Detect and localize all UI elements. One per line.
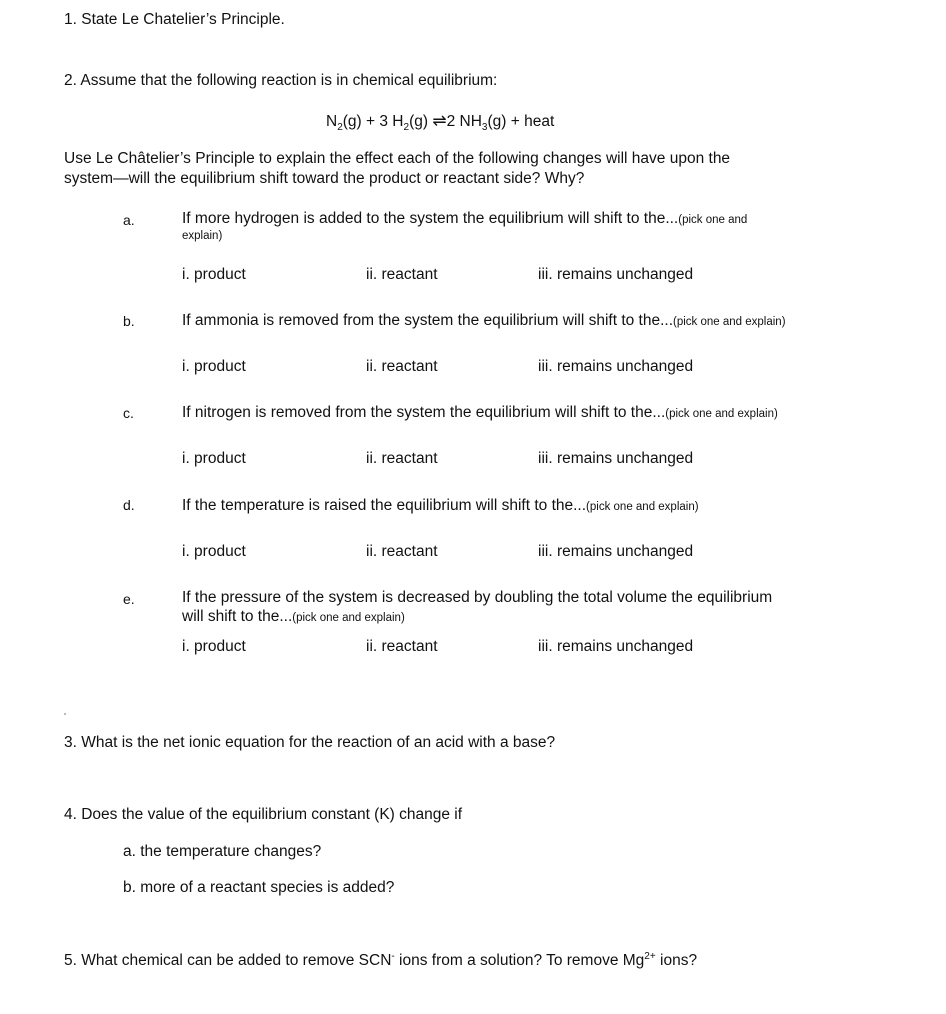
part-e-text: If the pressure of the system is decreased by doubling the total volume the equilibrium [182,589,773,606]
part-c-option-reactant: ii. reactant [366,450,438,467]
part-e-text-cont [182,608,405,626]
eq-nh: 2 NH [446,113,482,130]
scan-speck [64,713,66,715]
part-e-letter: e. [123,591,135,607]
part-b-option-product: i. product [182,358,246,375]
eq-h-state: (g) [409,113,429,130]
part-a-option-reactant: ii. reactant [366,266,438,283]
question-1: 1. State Le Chatelier’s Principle. [64,11,285,28]
question-5-part1: 5. What chemical can be added to remove SCN [64,952,392,970]
eq-nh-sub: 3 [481,122,488,134]
instruction-line-1: Use Le Châtelier’s Principle to explain the effect each of the following changes will have upon the [64,150,731,167]
part-b-note: (pick one and explain) [673,316,786,328]
reaction-equation [326,111,554,133]
part-e-option-reactant: ii. reactant [366,638,438,655]
question-5-part3: ions? [655,952,698,970]
eq-tail: (g) + heat [487,113,555,130]
part-d-option-product: i. product [182,543,246,560]
part-a-text [182,210,747,228]
eq-n-sub: 2 [337,122,343,134]
part-c-option-unchanged: iii. remains unchanged [538,450,694,467]
part-b-question: If ammonia is removed from the system the equilibrium will shift to the... [182,312,674,329]
part-d-text [182,497,699,515]
equilibrium-arrow-icon: ⇌ [432,111,447,130]
part-a-note-cont: explain) [182,230,223,242]
question-5-part2: ions from a solution? To remove Mg [394,952,645,970]
part-d-note: (pick one and explain) [586,501,699,513]
part-e-option-product: i. product [182,638,246,655]
part-c-option-product: i. product [182,450,246,467]
part-b-option-reactant: ii. reactant [366,358,438,375]
part-c-question: If nitrogen is removed from the system the equilibrium will shift to the... [182,404,666,421]
part-a-note: (pick one and [678,214,748,226]
part-b-option-unchanged: iii. remains unchanged [538,358,694,375]
part-e-note: (pick one and explain) [292,612,405,624]
part-d-letter: d. [123,497,135,513]
mg-charge: 2+ [644,951,656,962]
eq-h-sub: 2 [403,122,410,134]
part-c-note: (pick one and explain) [665,408,778,420]
scn-charge: - [391,951,395,962]
eq-n: N [326,113,338,130]
part-c-text [182,404,778,422]
part-a-letter: a. [123,212,135,228]
question-3: 3. What is the net ionic equation for the reaction of an acid with a base? [64,734,556,751]
part-c-letter: c. [123,405,134,421]
eq-n-state: (g) + 3 H [342,113,404,130]
part-a-option-unchanged: iii. remains unchanged [538,266,694,283]
question-5 [64,951,697,970]
part-a-option-product: i. product [182,266,246,283]
question-4-b: b. more of a reactant species is added? [123,879,395,896]
part-e-question-cont: will shift to the... [182,608,293,625]
question-2-intro: 2. Assume that the following reaction is in chemical equilibrium: [64,72,498,89]
part-d-option-unchanged: iii. remains unchanged [538,543,694,560]
part-d-question: If the temperature is raised the equilibrium will shift to the... [182,497,587,514]
part-d-option-reactant: ii. reactant [366,543,438,560]
instruction-line-2: system—will the equilibrium shift toward the product or reactant side? Why? [64,170,585,187]
part-b-letter: b. [123,313,135,329]
question-4: 4. Does the value of the equilibrium constant (K) change if [64,806,463,823]
question-4-a: a. the temperature changes? [123,843,322,860]
part-e-option-unchanged: iii. remains unchanged [538,638,694,655]
part-b-text [182,312,786,330]
part-a-question: If more hydrogen is added to the system the equilibrium will shift to the... [182,210,679,227]
